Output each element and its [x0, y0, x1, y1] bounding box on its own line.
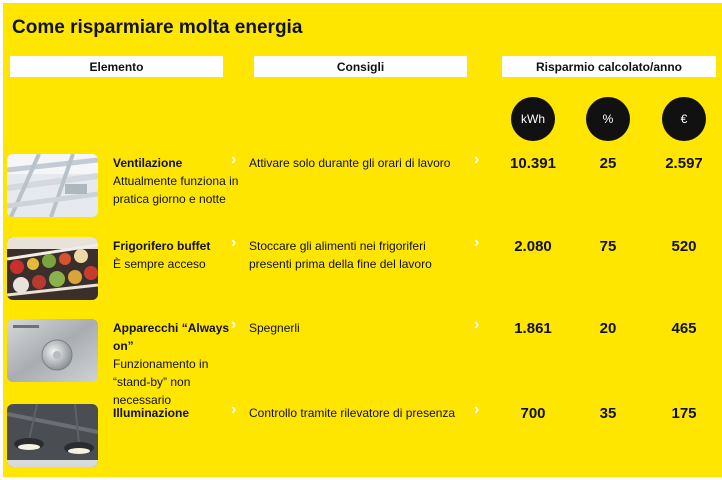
unit-badge-euro: €	[662, 97, 706, 141]
standby-device-photo	[7, 319, 98, 382]
tip-text: Controllo tramite rilevatore di presenza	[249, 406, 456, 420]
tip-text: Spegnerli	[249, 321, 300, 335]
chevron-right-icon: ›	[231, 151, 237, 168]
page-title: Come risparmiare molta energia	[12, 17, 303, 38]
value-percent: 75	[599, 238, 617, 255]
infographic-panel	[3, 3, 722, 477]
tip-text: Attivare solo durante gli orari di lavoro	[249, 156, 451, 170]
value-kwh: 700	[520, 405, 546, 422]
element-title: Ventilazione	[113, 156, 183, 170]
element-cell	[113, 237, 241, 273]
value-euro: 465	[671, 320, 697, 337]
value-euro: 175	[671, 405, 697, 422]
value-percent: 20	[599, 320, 617, 337]
buffet-fridge-photo	[7, 237, 98, 300]
element-cell	[113, 404, 241, 422]
element-description: Funzionamento in “stand-by” non necessario	[113, 357, 209, 407]
value-kwh: 10.391	[510, 155, 556, 172]
chevron-right-icon: ›	[231, 316, 237, 333]
element-cell	[113, 154, 241, 208]
lighting-photo	[7, 404, 98, 467]
chevron-right-icon: ›	[474, 151, 480, 168]
column-header-tips: Consigli	[254, 56, 467, 77]
chevron-right-icon: ›	[474, 401, 480, 418]
ventilation-photo	[7, 154, 98, 217]
element-title: Illuminazione	[113, 406, 190, 420]
value-kwh: 1.861	[514, 320, 552, 337]
value-percent: 35	[599, 405, 617, 422]
element-title: Apparecchi “Always on”	[113, 321, 230, 353]
value-euro: 2.597	[665, 155, 703, 172]
value-kwh: 2.080	[514, 238, 552, 255]
column-header-element: Elemento	[10, 56, 223, 77]
column-header-savings: Risparmio calcolato/anno	[502, 56, 716, 77]
element-title: Frigorifero buffet	[113, 239, 211, 253]
unit-badge-percent: %	[586, 97, 630, 141]
value-euro: 520	[671, 238, 697, 255]
chevron-right-icon: ›	[474, 234, 480, 251]
tip-text: Stoccare gli alimenti nei frigoriferi presenti prima della fine del lavoro	[249, 239, 432, 271]
chevron-right-icon: ›	[231, 401, 237, 418]
element-description: Attualmente funziona in pratica giorno e notte	[113, 174, 239, 206]
value-percent: 25	[599, 155, 617, 172]
element-cell	[113, 319, 241, 409]
chevron-right-icon: ›	[474, 316, 480, 333]
unit-badge-kwh: kWh	[511, 97, 555, 141]
element-description: È sempre acceso	[113, 257, 206, 271]
chevron-right-icon: ›	[231, 234, 237, 251]
